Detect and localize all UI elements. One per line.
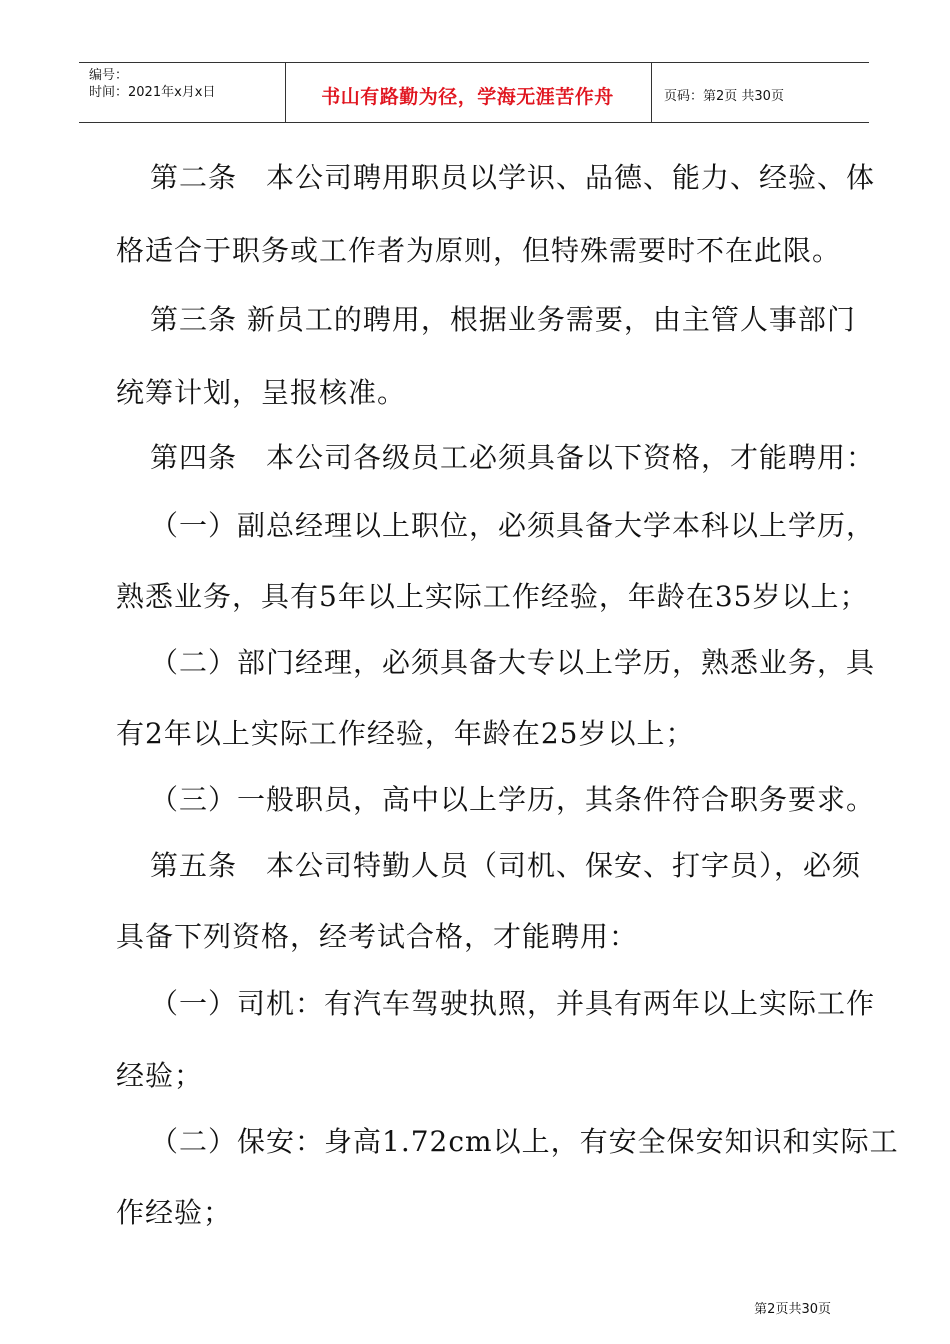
document-time-label: 时间：2021年x月x日 (89, 85, 216, 100)
paragraph-line: 熟悉业务，具有5年以上实际工作经验，年龄在35岁以上； (116, 580, 869, 613)
header-page-info: 页码：第2页 共30页 (664, 89, 784, 104)
paragraph-line: （一）司机：有汽车驾驶执照，并具有两年以上实际工作 (150, 987, 876, 1020)
page-footer: 第2页共30页 (754, 1302, 831, 1317)
header-divider-right (651, 63, 652, 122)
header-meta (89, 67, 215, 101)
document-number-label: 编号： (89, 68, 129, 83)
paragraph-line: 第二条 本公司聘用职员以学识、品德、能力、经验、体 (150, 161, 876, 194)
paragraph-line: 有2年以上实际工作经验，年龄在25岁以上； (116, 717, 695, 750)
paragraph-line: 格适合于职务或工作者为原则，但特殊需要时不在此限。 (116, 234, 842, 267)
header-motto: 书山有路勤为径，学海无涯苦作舟 (321, 86, 614, 108)
page-header (79, 62, 869, 123)
paragraph-line: （三）一般职员，高中以上学历，其条件符合职务要求。 (150, 783, 876, 816)
paragraph-line: （二）部门经理，必须具备大专以上学历，熟悉业务，具 (150, 646, 876, 679)
paragraph-line: 具备下列资格，经考试合格，才能聘用： (116, 920, 639, 953)
paragraph-line: （一）副总经理以上职位，必须具备大学本科以上学历， (150, 509, 876, 542)
paragraph-line: 第五条 本公司特勤人员（司机、保安、打字员），必须 (150, 849, 862, 882)
paragraph-line: 第四条 本公司各级员工必须具备以下资格，才能聘用： (150, 441, 876, 474)
paragraph-line: 第三条 新员工的聘用，根据业务需要，由主管人事部门 (150, 303, 856, 336)
paragraph-line: 经验； (116, 1059, 204, 1092)
paragraph-line: 作经验； (116, 1196, 233, 1229)
paragraph-line: 统筹计划，呈报核准。 (116, 376, 407, 409)
paragraph-line: （二）保安：身高1.72cm以上，有安全保安知识和实际工 (150, 1125, 899, 1158)
